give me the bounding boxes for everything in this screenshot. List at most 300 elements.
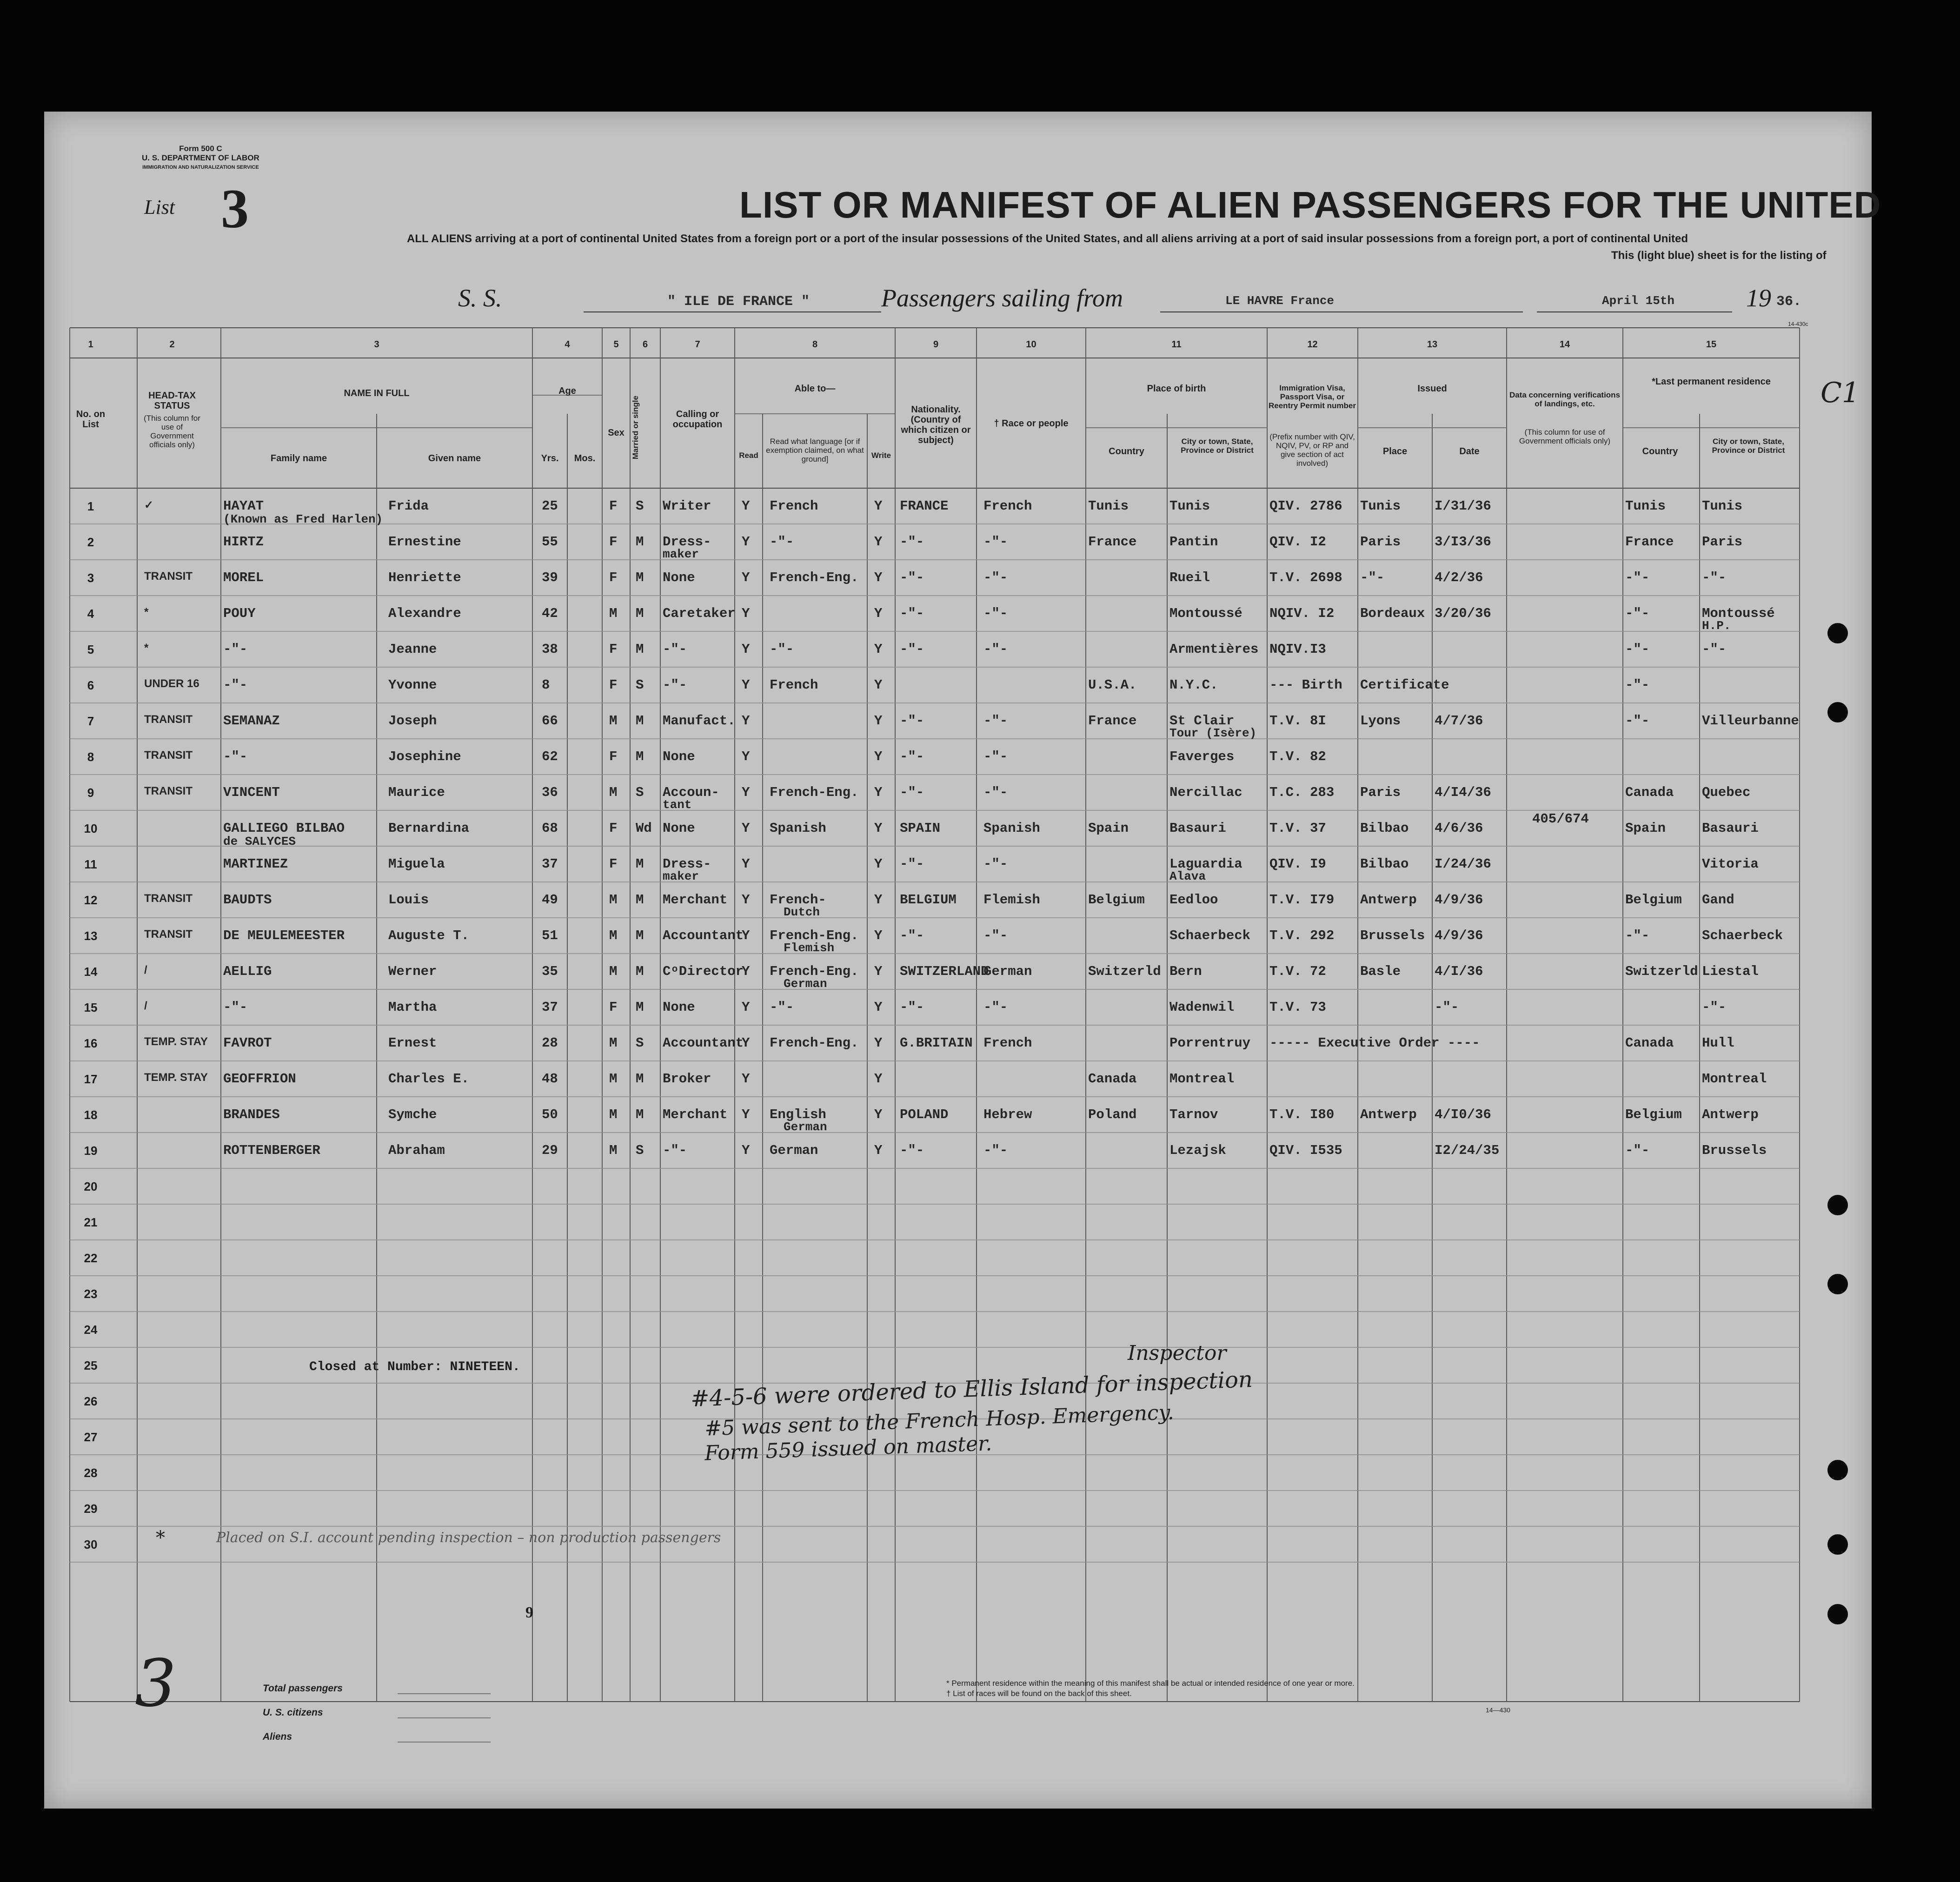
family-name: DE MEULEMEESTER [223,928,345,943]
occupation: Merchant [663,892,728,908]
col-num-11: 11 [1171,339,1182,350]
can-read: Y [742,534,750,550]
row-number: 21 [84,1215,98,1229]
given-name: Maurice [388,785,445,800]
nationality: FRANCE [900,498,949,514]
row-number: 12 [84,893,98,907]
head-tax: / [144,964,147,976]
visa-number: --- Birth [1269,677,1342,693]
visa-number: QIV. 2786 [1269,498,1342,514]
sex: M [609,606,618,621]
can-write: Y [874,749,883,764]
issued-place: Paris [1360,534,1401,550]
can-read: Y [742,570,750,585]
issued-place: Lyons [1360,713,1401,729]
issued-place: Tunis [1360,498,1401,514]
given-name: Bernardina [388,821,470,836]
header-no-on-list: No. on List [76,409,106,430]
head-tax: ✓ [144,499,154,511]
read-language: French- [770,892,826,908]
head-tax: * [144,606,149,618]
birth-city-extra: Tour (Isère) [1169,726,1257,740]
residence-country: Tunis [1625,498,1666,514]
issued-place: Basle [1360,964,1401,979]
race: -"- [983,534,1008,550]
sex: M [609,785,618,800]
issued-date: 4/9/36 [1435,892,1483,908]
row-number: 23 [84,1287,98,1301]
row-number: 17 [84,1072,98,1086]
marital-status: M [636,570,644,585]
sex: F [609,821,618,836]
passengers-sailing-label: Passengers sailing from [881,284,1123,312]
family-name: SEMANAZ [223,713,280,729]
binder-hole [1827,1195,1848,1215]
occupation: Accoun- [663,785,719,800]
page-title: LIST OR MANIFEST OF ALIEN PASSENGERS FOR THE UNITED [739,184,1881,225]
row-number: 10 [84,822,98,835]
family-name: -"- [223,642,248,657]
col-num-15: 15 [1706,339,1717,350]
margin-mark: C1 [1820,377,1860,409]
age-years: 38 [542,642,558,657]
can-read: Y [742,964,750,979]
can-write: Y [874,964,883,979]
residence-city: -"- [1702,642,1727,657]
residence-country: -"- [1625,570,1650,585]
issued-date: 4/6/36 [1435,821,1483,836]
header-res-country: Country [1642,446,1678,457]
residence-city: Tunis [1702,498,1743,514]
family-name: POUY [223,606,256,621]
form-code: 14—430 [1486,1706,1510,1714]
issued-date: 4/I4/36 [1435,785,1491,800]
can-write: Y [874,785,883,800]
department: U. S. DEPARTMENT OF LABOR [142,153,259,162]
race: -"- [983,1000,1008,1015]
residence-country: -"- [1625,677,1650,693]
can-read: Y [742,677,750,693]
sex: F [609,856,618,872]
ss-label: S. S. [458,284,502,312]
row-number: 9 [87,786,94,800]
occupation: None [663,570,695,585]
family-name: -"- [223,749,248,764]
header-head-tax: HEAD-TAX STATUS [148,391,196,411]
sex: F [609,570,618,585]
col-num-10: 10 [1026,339,1036,350]
can-write: Y [874,856,883,872]
age-years: 29 [542,1143,558,1158]
occupation: -"- [663,642,687,657]
birth-city: Schaerbeck [1169,928,1251,943]
read-language-extra: German [784,977,827,991]
birth-city: Wadenwil [1169,1000,1235,1015]
can-write: Y [874,713,883,729]
col-num-4: 4 [565,339,570,350]
residence-country: Spain [1625,821,1666,836]
can-write: Y [874,1107,883,1122]
nationality: -"- [900,928,924,943]
visa-number: T.V. 73 [1269,1000,1326,1015]
residence-country: France [1625,534,1674,550]
header-data-verif-note: (This column for use of Government officials only) [1519,428,1611,445]
marital-status: M [636,534,644,550]
row-number: 3 [87,571,94,585]
manifest-sheet [44,112,1881,1809]
marital-status: M [636,642,644,657]
residence-country: -"- [1625,606,1650,621]
corner-code: 14-430c [1788,321,1808,327]
family-name: GALLIEGO BILBAO [223,821,345,836]
issued-place: Antwerp [1360,892,1417,908]
birth-country: Belgium [1088,892,1145,908]
header-place-of-birth: Place of birth [1147,384,1206,394]
nationality: -"- [900,1143,924,1158]
header-given-name: Given name [428,453,481,464]
age-years: 42 [542,606,558,621]
nationality: SWITZERLAND [900,964,989,979]
sex: M [609,1071,618,1087]
service-name: IMMIGRATION AND NATURALIZATION SERVICE [142,165,259,170]
nationality: -"- [900,1000,924,1015]
head-tax: UNDER 16 [144,677,199,690]
family-name: VINCENT [223,785,280,800]
can-read: Y [742,749,750,764]
sex: F [609,677,618,693]
list-number: 3 [221,178,249,239]
row-number: 27 [84,1430,98,1444]
visa-number: ----- Executive Order ---- [1269,1035,1480,1051]
birth-city-extra: Alava [1169,869,1206,883]
issued-date: I2/24/35 [1435,1143,1500,1158]
residence-country: -"- [1625,928,1650,943]
read-language-extra: Dutch [784,905,820,919]
marital-status: M [636,892,644,908]
given-name: Werner [388,964,437,979]
read-language: French [770,498,818,514]
binder-hole [1827,623,1848,643]
occupation: Dress- [663,856,711,872]
occupation: -"- [663,677,687,693]
footnote-permanent: * Permanent residence within the meaning of this manifest shall be actual or intended residence of one year or more. [946,1679,1355,1688]
header-read: Read [739,451,758,460]
issued-place: -"- [1360,570,1385,585]
residence-country: Switzerld [1625,964,1698,979]
can-write: Y [874,1000,883,1015]
nationality: -"- [900,534,924,550]
verification-data: 405/674 [1532,811,1589,827]
sailing-date: April 15th [1602,294,1675,308]
can-read: Y [742,642,750,657]
can-write: Y [874,498,883,514]
read-language-extra: Flemish [784,941,835,955]
read-language: French-Eng. [770,570,859,585]
residence-city: Paris [1702,534,1743,550]
issued-date: I/31/36 [1435,498,1491,514]
issued-date: 4/I0/36 [1435,1107,1491,1122]
issued-date: 3/20/36 [1435,606,1491,621]
row-number: 11 [84,857,97,871]
family-name: HIRTZ [223,534,264,550]
residence-city: Schaerbeck [1702,928,1783,943]
given-name: Symche [388,1107,437,1122]
sex: F [609,534,618,550]
nationality: -"- [900,749,924,764]
occupation: None [663,1000,695,1015]
marital-status: M [636,964,644,979]
read-language: -"- [770,534,794,550]
birth-city: Montoussé [1169,606,1242,621]
family-name: AELLIG [223,964,272,979]
occupation-extra: tant [663,798,692,812]
birth-city: Eedloo [1169,892,1218,908]
given-name: Louis [388,892,429,908]
nationality: BELGIUM [900,892,957,908]
read-language: French-Eng. [770,928,859,943]
sex: M [609,1035,618,1051]
subtitle-line-2: This (light blue) sheet is for the listing of [1611,249,1827,262]
col-num-14: 14 [1559,339,1570,350]
read-language: French-Eng. [770,785,859,800]
family-name: FAVROT [223,1035,272,1051]
header-issued: Issued [1417,384,1447,394]
col-num-3: 3 [374,339,379,350]
family-name: GEOFFRION [223,1071,296,1087]
race: -"- [983,785,1008,800]
occupation: Accountant [663,928,744,943]
handwritten-note-5: #5 was sent to the French Hosp. Emergency. [704,1400,1175,1441]
row-number: 8 [87,750,94,764]
read-language: French [770,677,818,693]
list-label: List [144,196,175,219]
nationality: G.BRITAIN [900,1035,973,1051]
row-number: 22 [84,1251,98,1265]
age-years: 25 [542,498,558,514]
can-write: Y [874,928,883,943]
us-citizens-label: U. S. citizens [263,1707,323,1718]
birth-city: N.Y.C. [1169,677,1218,693]
residence-city: Vitoria [1702,856,1759,872]
row-number: 28 [84,1466,98,1480]
header-able-to: Able to— [794,384,836,394]
read-language: Spanish [770,821,826,836]
total-passengers-line [398,1693,491,1694]
binder-hole [1827,1534,1848,1555]
given-name: Joseph [388,713,437,729]
head-tax: TEMP. STAY [144,1035,208,1048]
occupation: Broker [663,1071,711,1087]
issued-date: 4/7/36 [1435,713,1483,729]
age-years: 39 [542,570,558,585]
residence-city: Montoussé [1702,606,1775,621]
race: -"- [983,606,1008,621]
year-prefix: 19 [1746,284,1771,312]
visa-number: QIV. I2 [1269,534,1326,550]
visa-number: T.V. 82 [1269,749,1326,764]
residence-city: Antwerp [1702,1107,1759,1122]
sex: F [609,498,618,514]
header-calling: Calling or occupation [672,409,723,430]
birth-country: Tunis [1088,498,1129,514]
occupation: Merchant [663,1107,728,1122]
row-number: 2 [87,535,94,549]
family-name: -"- [223,677,248,693]
age-years: 49 [542,892,558,908]
row-number: 20 [84,1180,98,1193]
birth-city: Armentières [1169,642,1259,657]
issued-date: -"- [1435,1000,1459,1015]
race: French [983,1035,1032,1051]
marital-status: S [636,785,644,800]
birth-city: Tarnov [1169,1107,1218,1122]
family-name-extra: (Known as Fred Harlen) [223,512,383,526]
can-write: Y [874,534,883,550]
can-write: Y [874,1143,883,1158]
binder-hole [1827,1460,1848,1480]
can-write: Y [874,892,883,908]
header-write: Write [871,451,891,460]
bottom-mark: 9 [525,1604,533,1621]
issued-place: Bordeaux [1360,606,1425,621]
head-tax: TRANSIT [144,713,193,726]
binder-hole [1827,1274,1848,1294]
can-write: Y [874,1071,883,1087]
row-number: 29 [84,1502,98,1516]
family-name: ROTTENBERGER [223,1143,320,1158]
closed-at: Closed at Number: NINETEEN. [309,1360,520,1374]
nationality: -"- [900,785,924,800]
race: Spanish [983,821,1040,836]
marital-status: Wd [636,821,652,836]
residence-city: Montreal [1702,1071,1767,1087]
occupation: Manufact. [663,713,736,729]
total-passengers-label: Total passengers [263,1683,343,1694]
row-number: 30 [84,1537,98,1551]
marital-status: M [636,1000,644,1015]
age-years: 37 [542,1000,558,1015]
visa-number: QIV. I9 [1269,856,1326,872]
footnotes [946,1678,1355,1699]
given-name: Miguela [388,856,445,872]
nationality: -"- [900,606,924,621]
residence-country: Belgium [1625,892,1682,908]
head-tax: TRANSIT [144,785,193,797]
row-number: 14 [84,965,98,979]
can-write: Y [874,677,883,693]
header-issued-place: Place [1382,446,1408,457]
family-name: HAYAT [223,498,264,514]
marital-status: S [636,677,644,693]
nationality: -"- [900,642,924,657]
header-sex: Sex [608,428,625,438]
visa-number: NQIV. I2 [1269,606,1335,621]
sex: M [609,713,618,729]
marital-status: S [636,1143,644,1158]
col-num-8: 8 [812,339,818,350]
header-read-language: Read what language [or if exemption claimed, on what ground] [766,437,864,464]
family-name: MOREL [223,570,264,585]
marital-status: S [636,1035,644,1051]
read-language: -"- [770,642,794,657]
given-name: Abraham [388,1143,445,1158]
birth-city: Tunis [1169,498,1210,514]
can-read: Y [742,928,750,943]
col-num-6: 6 [642,339,648,350]
can-read: Y [742,821,750,836]
handwritten-row-29: Placed on S.I. account pending inspection – non production passengers [216,1530,721,1546]
aliens-line [398,1742,491,1743]
read-language: German [770,1143,818,1158]
residence-country: Belgium [1625,1107,1682,1122]
can-read: Y [742,1071,750,1087]
read-language: English [770,1107,826,1122]
residence-country: -"- [1625,1143,1650,1158]
can-read: Y [742,1000,750,1015]
can-write: Y [874,1035,883,1051]
col-num-5: 5 [613,339,619,350]
residence-country: Canada [1625,1035,1674,1051]
port-name: LE HAVRE France [1225,294,1335,308]
ship-name: " ILE DE FRANCE " [667,294,810,310]
can-read: Y [742,785,750,800]
age-years: 62 [542,749,558,764]
col-num-13: 13 [1427,339,1438,350]
can-read: Y [742,1035,750,1051]
can-read: Y [742,1107,750,1122]
age-years: 35 [542,964,558,979]
birth-city: Pantin [1169,534,1218,550]
given-name: Charles E. [388,1071,470,1087]
birth-country: Switzerld [1088,964,1161,979]
header-nationality: Nationality. (Country of which citizen or subject) [901,404,971,445]
visa-number: T.V. I80 [1269,1107,1335,1122]
residence-country: -"- [1625,642,1650,657]
race: Flemish [983,892,1040,908]
binder-hole [1827,702,1848,722]
visa-number: T.V. I79 [1269,892,1335,908]
header-visa-note: (Prefix number with QIV, NQIV, PV, or RP and give section of act involved) [1269,432,1355,468]
age-years: 8 [542,677,550,693]
residence-city: Brussels [1702,1143,1767,1158]
family-name-extra: de SALYCES [223,835,296,848]
row-number: 13 [84,929,98,943]
race: -"- [983,570,1008,585]
residence-country: -"- [1625,713,1650,729]
residence-city: Gand [1702,892,1734,908]
occupation-extra: maker [663,547,699,561]
given-name: Josephine [388,749,461,764]
occupation: -"- [663,1143,687,1158]
given-name: Martha [388,1000,437,1015]
birth-country: U.S.A. [1088,677,1137,693]
head-tax: TRANSIT [144,570,193,583]
marital-status: M [636,713,644,729]
given-name: Auguste T. [388,928,470,943]
visa-number: T.V. 2698 [1269,570,1342,585]
age-years: 48 [542,1071,558,1087]
col-num-2: 2 [169,339,175,350]
occupation: CᵒDirector [663,964,744,979]
visa-number: T.V. 8I [1269,713,1326,729]
given-name: Alexandre [388,606,461,621]
race: -"- [983,642,1008,657]
birth-country: France [1088,713,1137,729]
birth-country: Spain [1088,821,1129,836]
nationality: -"- [900,713,924,729]
header-family-name: Family name [270,453,327,464]
sex: M [609,1143,618,1158]
